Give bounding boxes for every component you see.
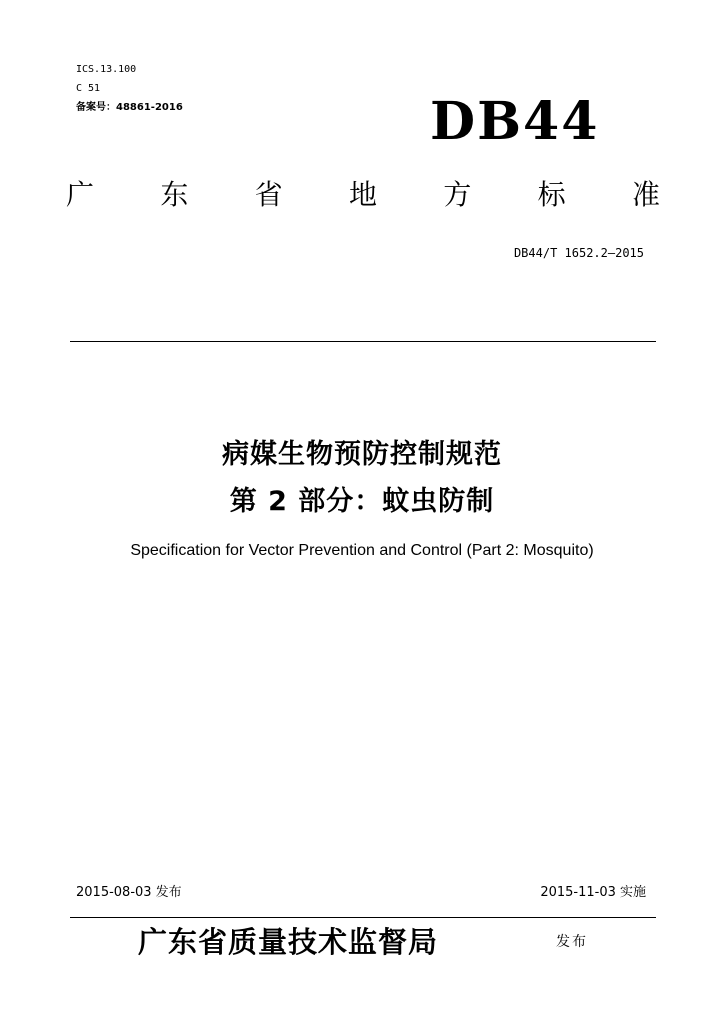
standard-type-char: 省: [254, 178, 283, 211]
standard-type-char: 标: [537, 178, 566, 211]
title-part: 第 2 部分：蚊虫防制: [229, 486, 495, 517]
standard-type-char: 东: [160, 178, 189, 211]
standard-type-char: 地: [348, 178, 377, 211]
issue-date: 2015-08-03 发布: [76, 885, 182, 900]
ics-code: ICS.13.100: [76, 64, 137, 75]
standard-type-char: 广: [66, 178, 95, 211]
issuer-name: 广东省质量技术监督局: [138, 925, 439, 959]
standard-type: [66, 174, 660, 216]
ccs-code: C 51: [76, 83, 101, 94]
standard-number: DB44/T 1652.2—2015: [513, 246, 644, 260]
db-code-logo: DB44: [430, 91, 600, 152]
standard-type-char: 准: [631, 178, 660, 211]
bottom-divider: [70, 917, 656, 918]
standard-type-char: 方: [443, 178, 472, 211]
top-divider: [70, 341, 656, 342]
title-english: Specification for Vector Prevention and Control (Part 2: Mosquito): [130, 542, 594, 559]
issuer-suffix: 发布: [556, 934, 588, 950]
implementation-date: 2015-11-03 实施: [540, 885, 646, 900]
title-main: 病媒生物预防控制规范: [222, 439, 502, 470]
record-number: 备案号：48861-2016: [76, 102, 183, 113]
